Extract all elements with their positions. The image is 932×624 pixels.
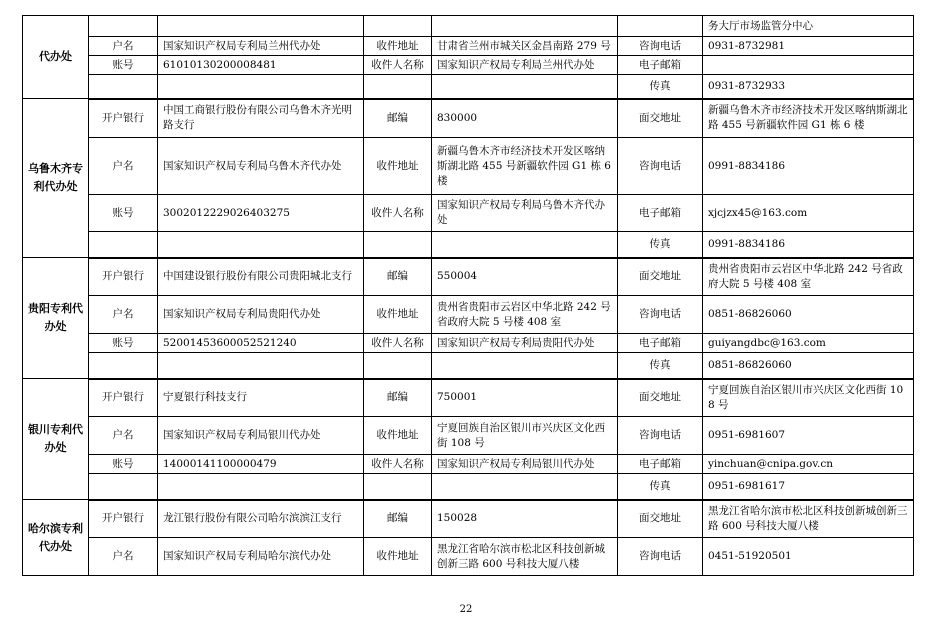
field-label: 开户银行: [89, 99, 158, 138]
field-label: 面交地址: [618, 99, 703, 138]
field-label: 电子邮箱: [618, 455, 703, 474]
field-label: 咨询电话: [618, 417, 703, 455]
field-label: 户名: [89, 138, 158, 195]
office-name: 乌鲁木齐专利代办处: [23, 99, 89, 258]
field-label: 面交地址: [618, 500, 703, 538]
table-row: [23, 37, 914, 56]
field-value: 国家知识产权局专利局银川代办处: [432, 455, 618, 474]
field-value: 52001453600052521240: [158, 334, 364, 353]
field-label: [364, 232, 432, 258]
field-value: [158, 474, 364, 500]
field-value: [703, 56, 914, 75]
field-label: [364, 474, 432, 500]
field-label: [364, 75, 432, 99]
field-label: [364, 353, 432, 379]
field-value: [432, 16, 618, 37]
table-row: [23, 417, 914, 455]
field-value: 0931-8732933: [703, 75, 914, 99]
field-value: 新疆乌鲁木齐市经济技术开发区喀纳斯湖北路 455 号新疆软件园 G1 栋 6 楼: [703, 99, 914, 138]
field-label: 咨询电话: [618, 538, 703, 576]
field-label: 邮编: [364, 99, 432, 138]
field-label: 收件地址: [364, 417, 432, 455]
field-label: 收件地址: [364, 538, 432, 576]
table-row: [23, 474, 914, 500]
field-label: 收件地址: [364, 138, 432, 195]
field-label: 电子邮箱: [618, 195, 703, 232]
field-label: 收件地址: [364, 296, 432, 334]
field-label: 户名: [89, 296, 158, 334]
field-label: 传真: [618, 353, 703, 379]
field-label: [89, 474, 158, 500]
field-label: 户名: [89, 538, 158, 576]
field-value: yinchuan@cnipa.gov.cn: [703, 455, 914, 474]
field-label: [89, 232, 158, 258]
office-name: 哈尔滨专利代办处: [23, 500, 89, 576]
field-label: 账号: [89, 334, 158, 353]
field-label: 咨询电话: [618, 37, 703, 56]
table-row: [23, 296, 914, 334]
field-label: 邮编: [364, 500, 432, 538]
field-value: [432, 232, 618, 258]
table-row: [23, 195, 914, 232]
field-value: 中国工商银行股份有限公司乌鲁木齐光明路支行: [158, 99, 364, 138]
field-value: [158, 232, 364, 258]
field-value: 0451-51920501: [703, 538, 914, 576]
field-label: 咨询电话: [618, 296, 703, 334]
field-value: 龙江银行股份有限公司哈尔滨滨江支行: [158, 500, 364, 538]
field-value: 150028: [432, 500, 618, 538]
table-row: [23, 379, 914, 417]
table-row: [23, 334, 914, 353]
field-label: 面交地址: [618, 258, 703, 296]
field-label: 电子邮箱: [618, 334, 703, 353]
field-value: 国家知识产权局专利局兰州代办处: [432, 56, 618, 75]
field-label: 户名: [89, 37, 158, 56]
field-label: 传真: [618, 232, 703, 258]
field-value: 0851-86826060: [703, 353, 914, 379]
field-value: 黑龙江省哈尔滨市松北区科技创新城创新三路 600 号科技大厦八楼: [432, 538, 618, 576]
field-value: 61010130200008481: [158, 56, 364, 75]
field-value: 国家知识产权局专利局乌鲁木齐代办处: [158, 138, 364, 195]
field-value: [432, 75, 618, 99]
field-value: [158, 353, 364, 379]
table-row: [23, 258, 914, 296]
field-label: 收件人名称: [364, 334, 432, 353]
field-value: 0951-6981617: [703, 474, 914, 500]
field-label: 开户银行: [89, 500, 158, 538]
field-label: [89, 75, 158, 99]
field-label: 账号: [89, 56, 158, 75]
table-row: [23, 538, 914, 576]
field-label: 收件地址: [364, 37, 432, 56]
field-value: 宁夏回族自治区银川市兴庆区文化西街 108 号: [432, 417, 618, 455]
field-value: [432, 474, 618, 500]
field-label: [364, 16, 432, 37]
table-row: [23, 99, 914, 138]
agency-table-body: [23, 16, 914, 576]
table-row: [23, 138, 914, 195]
field-value: 0931-8732981: [703, 37, 914, 56]
field-value: 新疆乌鲁木齐市经济技术开发区喀纳斯湖北路 455 号新疆软件园 G1 栋 6 楼: [432, 138, 618, 195]
field-label: 面交地址: [618, 379, 703, 417]
field-value: xjcjzx45@163.com: [703, 195, 914, 232]
table-row: [23, 232, 914, 258]
field-value: 0951-6981607: [703, 417, 914, 455]
field-label: [89, 353, 158, 379]
field-value: [432, 353, 618, 379]
field-value: 务大厅市场监管分中心: [703, 16, 914, 37]
table-row: [23, 16, 914, 37]
field-value: 甘肃省兰州市城关区金昌南路 279 号: [432, 37, 618, 56]
field-value: 750001: [432, 379, 618, 417]
table-row: [23, 75, 914, 99]
field-value: [158, 75, 364, 99]
field-value: 3002012229026403275: [158, 195, 364, 232]
field-value: 0991-8834186: [703, 232, 914, 258]
field-label: [89, 16, 158, 37]
field-label: 收件人名称: [364, 195, 432, 232]
table-row: [23, 56, 914, 75]
field-value: 0851-86826060: [703, 296, 914, 334]
field-value: 中国建设银行股份有限公司贵阳城北支行: [158, 258, 364, 296]
agency-info-table: [22, 15, 914, 576]
field-value: 黑龙江省哈尔滨市松北区科技创新城创新三路 600 号科技大厦八楼: [703, 500, 914, 538]
field-label: 传真: [618, 75, 703, 99]
table-row: [23, 353, 914, 379]
field-label: [618, 16, 703, 37]
table-row: [23, 455, 914, 474]
field-value: 贵州省贵阳市云岩区中华北路 242 号省政府大院 5 号楼 408 室: [703, 258, 914, 296]
field-label: 账号: [89, 195, 158, 232]
field-value: 国家知识产权局专利局银川代办处: [158, 417, 364, 455]
field-value: 0991-8834186: [703, 138, 914, 195]
field-value: 宁夏回族自治区银川市兴庆区文化西街 108 号: [703, 379, 914, 417]
field-value: [158, 16, 364, 37]
field-value: 国家知识产权局专利局哈尔滨代办处: [158, 538, 364, 576]
field-label: 户名: [89, 417, 158, 455]
field-value: guiyangdbc@163.com: [703, 334, 914, 353]
field-value: 国家知识产权局专利局贵阳代办处: [158, 296, 364, 334]
field-value: 国家知识产权局专利局乌鲁木齐代办处: [432, 195, 618, 232]
field-label: 邮编: [364, 258, 432, 296]
office-name: 贵阳专利代办处: [23, 258, 89, 379]
office-name: 代办处: [23, 16, 89, 99]
field-value: 国家知识产权局专利局兰州代办处: [158, 37, 364, 56]
field-value: 国家知识产权局专利局贵阳代办处: [432, 334, 618, 353]
field-value: 宁夏银行科技支行: [158, 379, 364, 417]
office-name: 银川专利代办处: [23, 379, 89, 500]
field-value: 550004: [432, 258, 618, 296]
field-label: 咨询电话: [618, 138, 703, 195]
field-label: 收件人名称: [364, 56, 432, 75]
field-label: 收件人名称: [364, 455, 432, 474]
field-label: 传真: [618, 474, 703, 500]
table-row: [23, 500, 914, 538]
field-label: 电子邮箱: [618, 56, 703, 75]
field-value: 830000: [432, 99, 618, 138]
field-label: 账号: [89, 455, 158, 474]
page-number: 22: [459, 604, 473, 615]
field-label: 开户银行: [89, 258, 158, 296]
field-value: 14000141100000479: [158, 455, 364, 474]
field-label: 开户银行: [89, 379, 158, 417]
field-value: 贵州省贵阳市云岩区中华北路 242 号省政府大院 5 号楼 408 室: [432, 296, 618, 334]
field-label: 邮编: [364, 379, 432, 417]
